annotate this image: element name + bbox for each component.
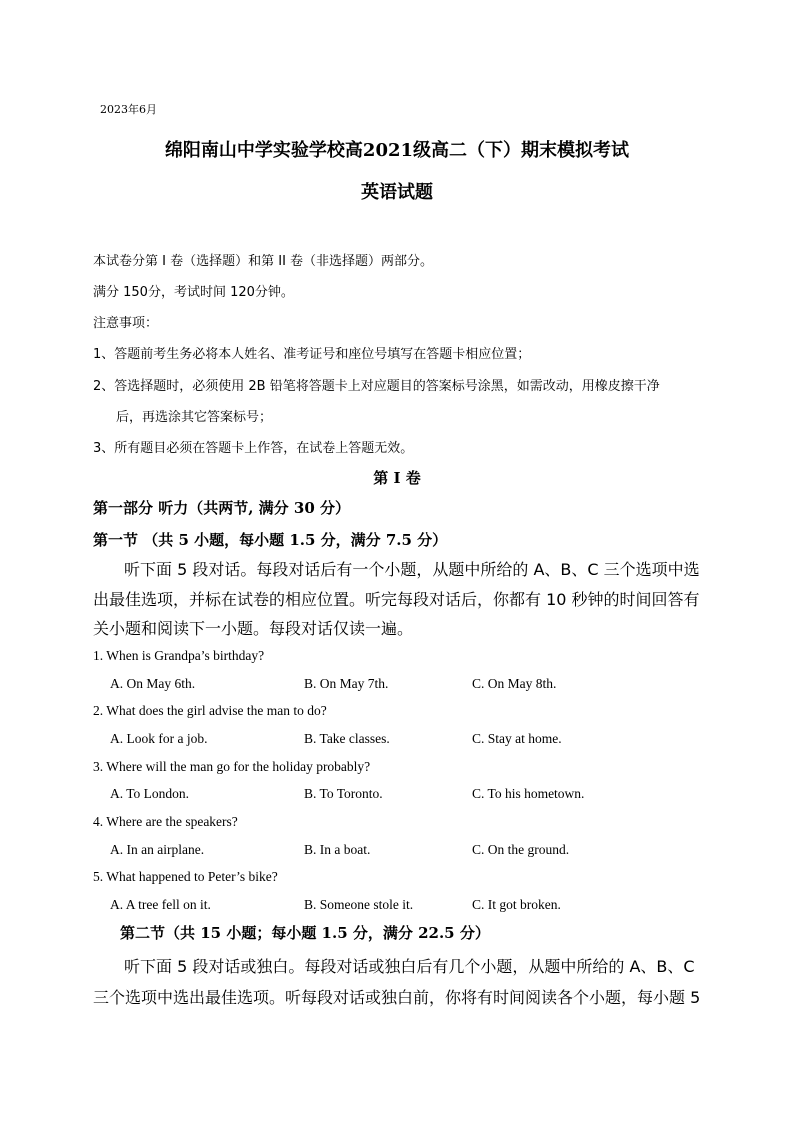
question-4-option-c: C. On the ground.	[472, 842, 570, 857]
question-5-option-c: C. It got broken.	[472, 897, 561, 912]
section2-directions-2: 三个选项中选出最佳选项。听每段对话或独白前，你将有时间阅读各个小题，每小题 5	[93, 988, 701, 1007]
exam-title: 绵阳南山中学实验学校高2021级高二（下）期末模拟考试	[164, 140, 630, 161]
exam-subtitle: 英语试题	[361, 182, 433, 203]
question-4: 4. Where are the speakers?	[93, 814, 238, 829]
question-3-option-c: C. To his hometown.	[472, 786, 585, 801]
part1-heading: 第一部分 听力（共两节, 满分 30 分）	[93, 499, 350, 517]
instruction-line-1: 本试卷分第 I 卷（选择题）和第 II 卷（非选择题）两部分。	[93, 254, 434, 269]
instruction-item-1: 1、答题前考生务必将本人姓名、准考证号和座位号填写在答题卡相应位置；	[93, 347, 531, 362]
exam-date: 2023年6月	[100, 103, 157, 116]
question-4-option-a: A. In an airplane.	[110, 842, 205, 857]
instruction-item-2: 2、答选择题时，必须使用 2B 铅笔将答题卡上对应题目的答案标号涂黑，如需改动，用橡皮擦干净	[93, 379, 660, 394]
section1-directions-2: 出最佳选项，并标在试卷的相应位置。听完每段对话后，你都有 10 秒钟的时间回答有	[93, 590, 700, 609]
volume-heading: 第 I 卷	[373, 469, 421, 487]
question-1-option-c: C. On May 8th.	[472, 676, 557, 691]
question-1: 1. When is Grandpa’s birthday?	[93, 648, 265, 663]
section1-heading: 第一节 （共 5 小题，每小题 1.5 分，满分 7.5 分）	[93, 531, 448, 549]
question-2-option-a: A. Look for a job.	[110, 731, 208, 746]
section2-heading: 第二节（共 15 小题；每小题 1.5 分，满分 22.5 分）	[120, 924, 490, 942]
question-3-option-b: B. To Toronto.	[304, 786, 383, 801]
question-4-option-b: B. In a boat.	[304, 842, 371, 857]
section1-directions-1: 听下面 5 段对话。每段对话后有一个小题，从题中所给的 A、B、C 三个选项中选	[124, 560, 700, 579]
instruction-item-3: 3、所有题目必须在答题卡上作答，在试卷上答题无效。	[93, 441, 414, 456]
instruction-item-2-cont: 后，再选涂其它答案标号；	[116, 410, 273, 425]
question-3-option-a: A. To London.	[110, 786, 190, 801]
question-1-option-a: A. On May 6th.	[110, 676, 196, 691]
instruction-line-2: 满分 150分，考试时间 120分钟。	[93, 285, 294, 300]
question-2-option-c: C. Stay at home.	[472, 731, 562, 746]
question-5: 5. What happened to Peter’s bike?	[93, 869, 278, 884]
question-1-option-b: B. On May 7th.	[304, 676, 389, 691]
section2-directions-1: 听下面 5 段对话或独白。每段对话或独白后有几个小题，从题中所给的 A、B、C	[124, 957, 695, 976]
question-5-option-a: A. A tree fell on it.	[110, 897, 211, 912]
question-3: 3. Where will the man go for the holiday probably?	[93, 759, 371, 774]
instruction-line-3: 注意事项：	[93, 316, 159, 331]
question-5-option-b: B. Someone stole it.	[304, 897, 414, 912]
question-2-option-b: B. Take classes.	[304, 731, 390, 746]
question-2: 2. What does the girl advise the man to do?	[93, 703, 327, 718]
section1-directions-3: 关小题和阅读下一小题。每段对话仅读一遍。	[93, 619, 414, 638]
